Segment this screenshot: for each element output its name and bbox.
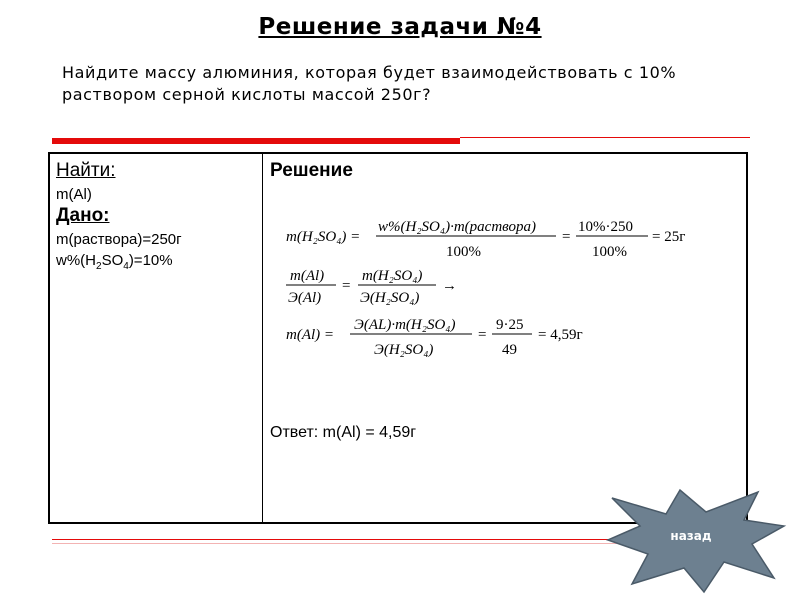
find-value: m(Al) — [56, 186, 92, 203]
column-divider — [262, 154, 263, 522]
f3-numerator2: 9·25 — [496, 317, 524, 333]
f3-denominator2: 49 — [502, 342, 517, 358]
f2-eq: = — [342, 278, 351, 294]
f2-arrow: → — [442, 278, 457, 294]
answer-text: Ответ: m(Al) = 4,59г — [270, 424, 417, 441]
solution-column — [270, 160, 740, 182]
solution-table — [48, 152, 748, 524]
w-suffix: )=10% — [128, 252, 173, 269]
f1-denominator: 100% — [446, 244, 481, 260]
top-red-line — [460, 137, 750, 138]
f1-numerator: w%(H₂SO₄)·m(раствора) — [378, 219, 536, 235]
f2-num-left: m(Al) — [290, 268, 325, 284]
given-heading: Дано: — [56, 205, 110, 226]
f3-result: = 4,59г — [538, 327, 583, 343]
page-title: Решение задачи №4 — [258, 14, 542, 40]
f2-den-right: Э(H₂SO₄) — [360, 290, 420, 306]
w-sub2: 4 — [123, 261, 129, 272]
f1-denominator2: 100% — [592, 244, 627, 260]
f2-num-right: m(H₂SO₄) — [362, 268, 423, 284]
w-mid: SO — [101, 252, 124, 269]
f1-lhs: m(H₂SO₄) = — [286, 229, 361, 245]
f1-numerator2: 10%·250 — [578, 219, 633, 235]
f3-denominator: Э(H₂SO₄) — [374, 342, 434, 358]
f1-result: = 25г — [652, 229, 686, 245]
w-sub1: 2 — [96, 261, 102, 272]
f3-lhs: m(Al) = — [286, 327, 335, 343]
given-mass-fraction — [56, 252, 256, 272]
f1-eq: = — [562, 229, 571, 245]
f3-numerator: Э(AL)·m(H₂SO₄) — [354, 317, 456, 333]
solution-heading: Решение — [270, 160, 353, 181]
f2-den-left: Э(Al) — [288, 290, 322, 306]
w-prefix: w%(H — [56, 252, 96, 269]
given-column — [56, 160, 256, 272]
top-red-bar — [52, 138, 460, 144]
task-text: Найдите массу алюминия, которая будет взаимодействовать с 10% раствором серной кислоты массой 250г? — [62, 63, 677, 104]
given-mass-solution: m(раствора)=250г — [56, 231, 182, 248]
back-button[interactable]: назад — [670, 529, 712, 543]
f3-eq: = — [478, 327, 487, 343]
solution-formulas — [286, 198, 736, 418]
find-heading: Найти: — [56, 160, 116, 181]
